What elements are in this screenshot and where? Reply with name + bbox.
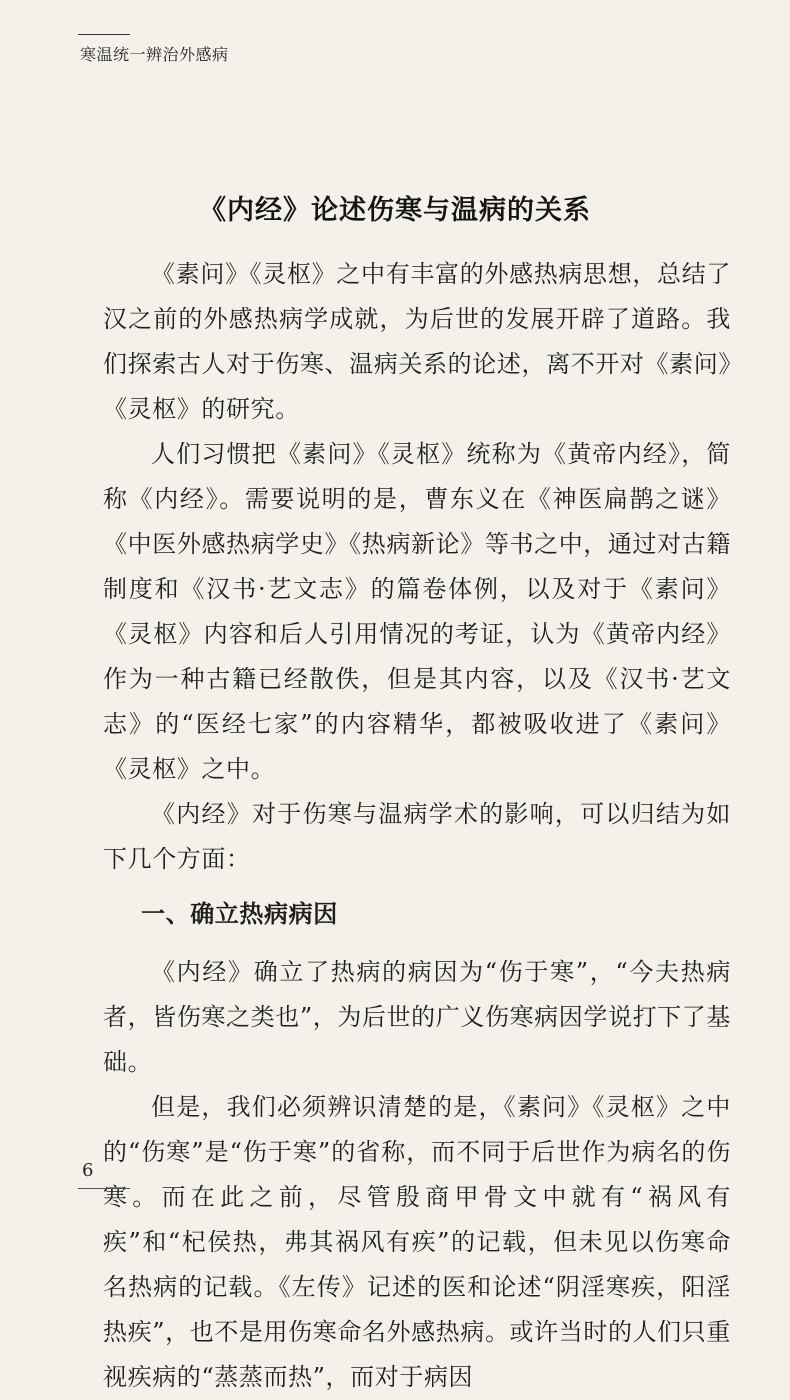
- paragraph: 《素问》《灵枢》之中有丰富的外感热病思想，总结了汉之前的外感热病学成就，为后世的发展开辟了道路。我们探索古人对于伤寒、温病关系的论述，离不开对《素问》《灵枢》的研究。: [103, 260, 731, 423]
- paragraph: 人们习惯把《素问》《灵枢》统称为《黄帝内经》，简称《内经》。需要说明的是，曹东义在《神医扁鹊之谜》《中医外感热病学史》《热病新论》等书之中，通过对古籍制度和《汉书·艺文志》的篇卷体例，以及对于《素问》《灵枢》内容和后人引用情况的考证，认为《黄帝内经》作为一种古籍已经散佚，但是其内容，以及《汉书·艺文志》的“医经七家”的内容精华，都被吸收进了《素问》《灵枢》之中。: [103, 440, 731, 783]
- paragraph: 《内经》确立了热病的病因为“伤于寒”，“今夫热病者，皆伤寒之类也”，为后世的广义伤寒病因学说打下了基础。: [103, 958, 731, 1076]
- section-title: 《内经》论述伤寒与温病的关系: [199, 195, 591, 226]
- paragraph: 《内经》对于伤寒与温病学术的影响，可以归结为如下几个方面：: [103, 800, 731, 873]
- subheading: 一、确立热病病因: [141, 899, 338, 928]
- running-head: 寒温统一辨治外感病: [80, 45, 229, 64]
- paragraph: 但是，我们必须辨识清楚的是，《素问》《灵枢》之中的“伤寒”是“伤于寒”的省称，而不同于后世作为病名的伤寒。而在此之前，尽管殷商甲骨文中就有“祸风有疾”和“杞侯热，弗其祸风有疾”的记载，但未见以伤寒命名热病的记载。《左传》记述的医和论述“阴淫寒疾，阳淫热疾”，也不是用伤寒命名外感热病。或许当时的人们只重视疾病的“蒸蒸而热”，而对于病因: [103, 1093, 731, 1391]
- header-rule: [78, 34, 130, 35]
- body-text: [103, 252, 731, 1400]
- footer-rule: [78, 1188, 130, 1189]
- page-number: 6: [82, 1160, 94, 1181]
